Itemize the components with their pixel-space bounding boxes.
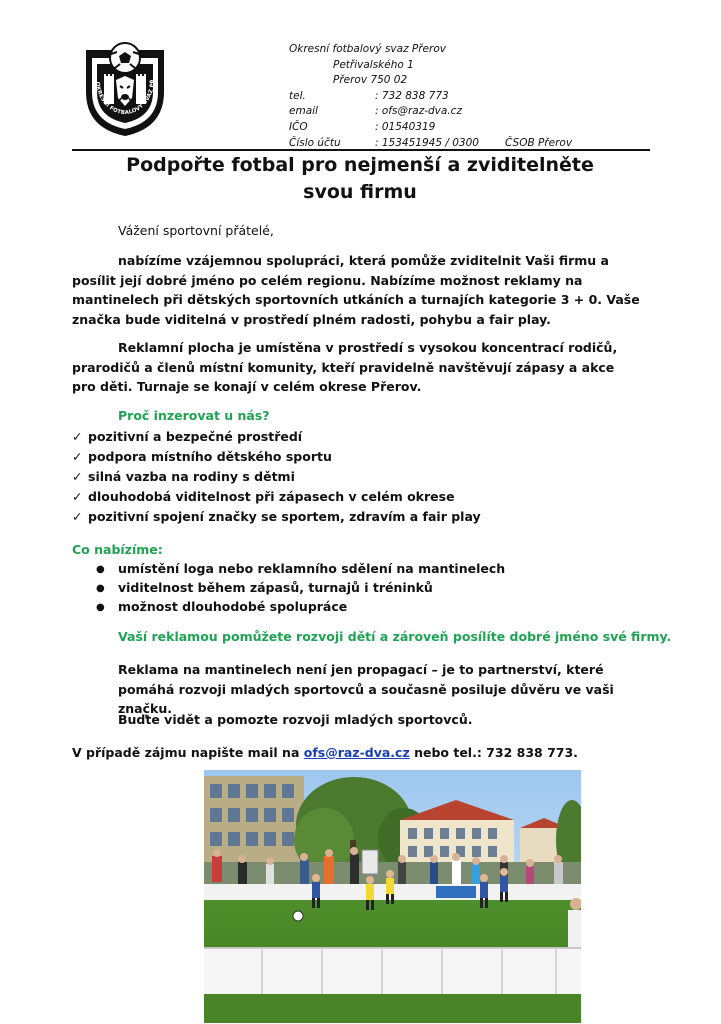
list-item: ✓ dlouhodobá viditelnost při zápasech v celém okrese bbox=[72, 487, 481, 507]
offer-heading: Co nabízíme: bbox=[72, 542, 163, 557]
email-label: email bbox=[289, 105, 318, 118]
list-item: ● viditelnost během zápasů, turnajů i tréninků bbox=[96, 578, 505, 597]
check-icon: ✓ bbox=[72, 489, 83, 504]
paragraph-location: Reklamní plocha je umístěna v prostředí s vysokou koncentrací rodičů, prarodičů a členů místní komunity, kteří pravidelně navštěvují zápasy a akce pro děti. Turnaje se konají v celém okrese Přerov. bbox=[72, 340, 618, 395]
list-item: ✓ silná vazba na rodiny s dětmi bbox=[72, 467, 481, 487]
email-value: : ofs@raz-dva.cz bbox=[375, 105, 462, 118]
tel-value: : 732 838 773 bbox=[375, 89, 449, 102]
why-list bbox=[72, 427, 481, 527]
paragraph-offer: nabízíme vzájemnou spolupráci, která pomůže zviditelnit Vaši firmu a posílit její dobré jméno po celém regionu. Nabízíme možnost reklamy na mantinelech při dětských sportovních utkáních a turnajích kategorie 3 + 0. Vaše značka bude viditelná v prostředí plném radosti, pohybu a fair play. bbox=[72, 253, 640, 327]
logo-ring-text: OKRESNÍ FOTBALOVÝ SVAZ PŘ bbox=[93, 79, 157, 117]
check-icon: ✓ bbox=[72, 449, 83, 464]
check-icon: ✓ bbox=[72, 429, 83, 444]
bank-name: ČSOB Přerov bbox=[505, 136, 573, 149]
greeting: Vážení sportovní přátelé, bbox=[118, 223, 274, 238]
bullet-icon: ● bbox=[96, 564, 105, 575]
check-icon: ✓ bbox=[72, 469, 83, 484]
paragraph-closing: Buďte vidět a pomozte rozvoji mladých sportovců. bbox=[118, 712, 473, 727]
ofs-logo bbox=[82, 40, 168, 138]
list-item: ✓ pozitivní spojení značky se sportem, zdravím a fair play bbox=[72, 507, 481, 527]
list-item: ✓ podpora místního dětského sportu bbox=[72, 447, 481, 467]
contact-email-link[interactable]: ofs@raz-dva.cz bbox=[303, 745, 410, 760]
list-item: ● umístění loga nebo reklamního sdělení na mantinelech bbox=[96, 559, 505, 578]
tel-label: tel. bbox=[289, 89, 306, 102]
paragraph-partnership: Reklama na mantinelech není jen propagací – je to partnerství, které pomáhá rozvoji mladých sportovců a současně posiluje důvěru ve vaši značku. bbox=[118, 662, 614, 717]
org-name: Okresní fotbalový svaz Přerov bbox=[289, 43, 446, 55]
ico-value: : 01540319 bbox=[375, 120, 436, 133]
contact-line: V případě zájmu napište mail na ofs@raz-dva.cz nebo tel.: 732 838 773. bbox=[72, 745, 578, 760]
bullet-icon: ● bbox=[96, 602, 105, 613]
header-rule bbox=[72, 149, 650, 151]
account-value: : 153451945 / 0300 bbox=[375, 136, 479, 149]
org-street: Petřivalského 1 bbox=[333, 58, 414, 71]
check-icon: ✓ bbox=[72, 509, 83, 524]
page-title: Podpořte fotbal pro nejmenší a zviditelněte svou firmu bbox=[126, 154, 594, 203]
why-heading: Proč inzerovat u nás? bbox=[118, 408, 270, 423]
ico-label: IČO bbox=[289, 120, 308, 133]
list-item: ● možnost dlouhodobé spolupráce bbox=[96, 597, 505, 616]
org-city: Přerov 750 02 bbox=[333, 74, 408, 87]
offer-list bbox=[96, 559, 505, 616]
match-photo bbox=[204, 770, 581, 1023]
bullet-icon: ● bbox=[96, 583, 105, 594]
account-label: Číslo účtu bbox=[289, 136, 341, 149]
list-item: ✓ pozitivní a bezpečné prostředí bbox=[72, 427, 481, 447]
highlight-sentence: Vaší reklamou pomůžete rozvoji dětí a zároveň posílíte dobré jméno své firmy. bbox=[118, 629, 672, 644]
